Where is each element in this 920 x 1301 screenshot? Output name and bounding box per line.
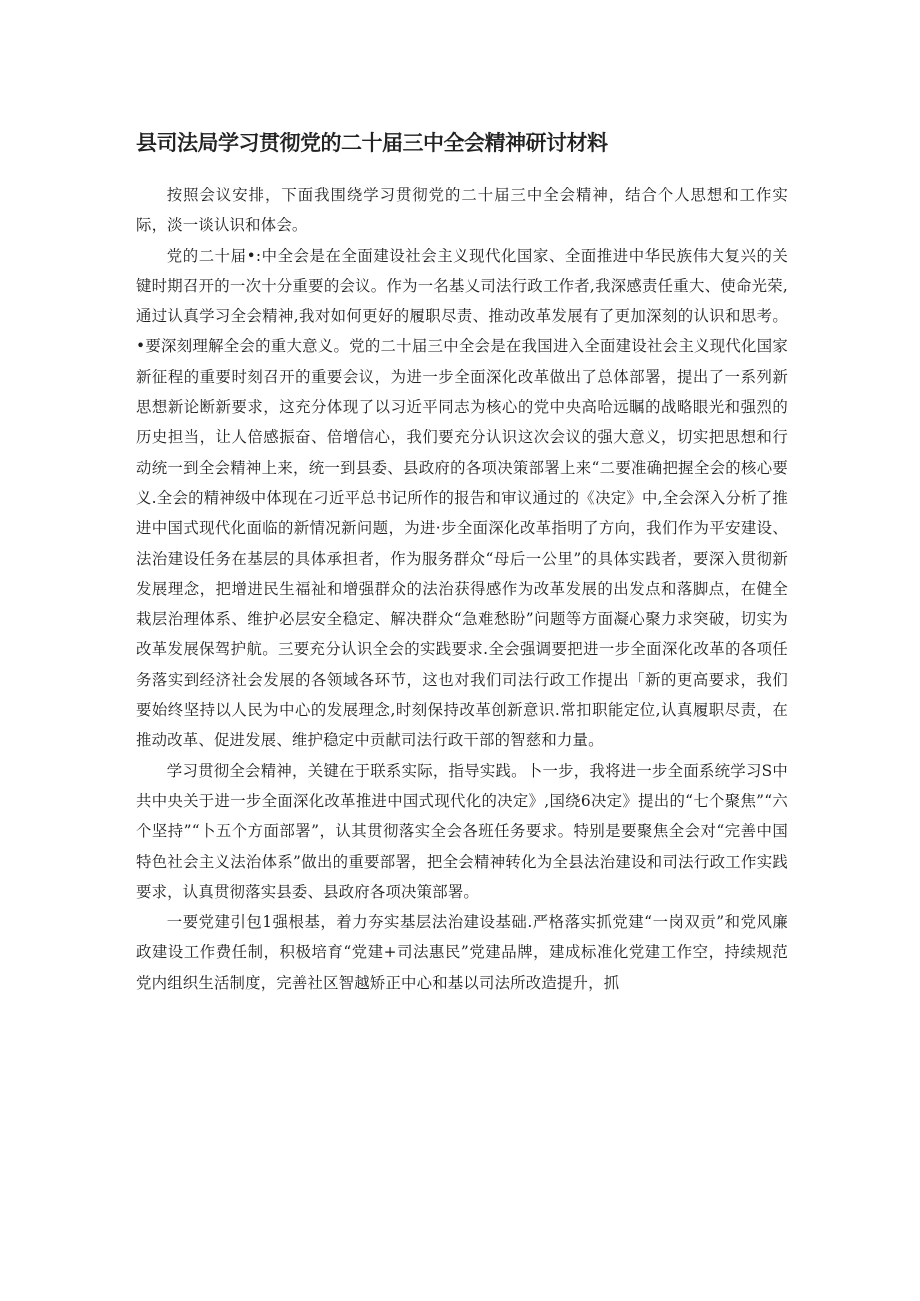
paragraph-party-building: 一要党建引包1强根基，着力夯实基层法治建设基础.严格落实抓党建“一岗双贡”和党风廉政建设工作费任制，积极培育“党建+司法惠民”党建品牌，建成标准化党建工作空，持续规范党内组织生活制度，完善社区智越矫正中心和基以司法所改造提升，抓 — [136, 913, 788, 992]
document-body — [136, 180, 788, 998]
paragraph-understanding: 党的二十届•:中全会是在全面建设社会主义现代化国家、全面推进中华民族伟大复兴的关键时期召开的一次十分重要的会议。作为一名基乂司法行政工作者,我深感责任重大、使命光荣,通过认真学习全会精神,我对如何更好的履职尽责、推动改革发展有了更加深刻的认识和思考。•要深刻理解全会的重大意义。党的二十届三中全会是在我国进入全面建设社会主义现代化国家新征程的重要时刻召开的重要会议，为进一步全面深化改革做出了总体部署，提出了一系列新思想新论断新要求，这充分体现了以习近平同志为核心的党中央高哈远瞩的战略眼光和强烈的历史担当，让人倍感振奋、倍增信心，我们要充分认识这次会议的强大意义，切实把思想和行动统一到全会精神上来，统一到县委、县政府的各项决策部署上来“二要准确把握全会的核心要义.全会的精神级中体现在刁近平总书记所作的报告和审议通过的《决定》中,全会深入分析了推进中国式现代化面临的新情况新问题，为进·步全面深化改革指明了方向，我们作为平安建设、法治建设任务在基层的具体承担者，作为服务群众“母后一公里”的具体实践者，要深入贯彻新发展理念，把增进民生福祉和增强群众的法治获得感作为改革发展的出发点和落脚点，在健全栽层治理体系、维护必层安全稳定、解决群众“急难愁盼”问题等方面凝心聚力求突破，切实为改革发展保驾护航。三要充分认识全会的实践要求.全会强调要把进一步全面深化改革的各项任务落实到经济社会发展的各领域各环节，这也对我们司法行政工作提出「新的更高要求，我们要始终坚持以人民为中心的发展理念,时刻保持改革创新意识.常扣职能定位,认真履职尽责，在推动改革、促进发展、维护稳定中贡献司法行政干部的智慈和力量。 — [136, 246, 788, 750]
document-title: 县司法局学习贯彻党的二十届三中全会精神研讨材料 — [136, 131, 608, 155]
paragraph-intro: 按照会议安排，下面我围绕学习贯彻党的二十届三中全会精神，结合个人思想和工作实际，淡一谈认识和体会。 — [136, 186, 788, 235]
paragraph-practice: 学习贯彻全会精神，关键在于联系实际，指导实践。卜一步，我将进一步全面系统学习S中共中央关于进一步全面深化改革推进中国式现代化的决定》,国绕6决定》提出的“七个聚焦”“六个坚持”“卜五个方面部署”，认其贯彻落实全会各班任务要求。特别是要聚焦全会对“完善中国特色社会主义法治体系”做出的重要部署，把全会精神转化为全县法治建设和司法行政工作实践要求，认真贯彻落实县委、县政府各项决策部署。 — [136, 761, 788, 901]
